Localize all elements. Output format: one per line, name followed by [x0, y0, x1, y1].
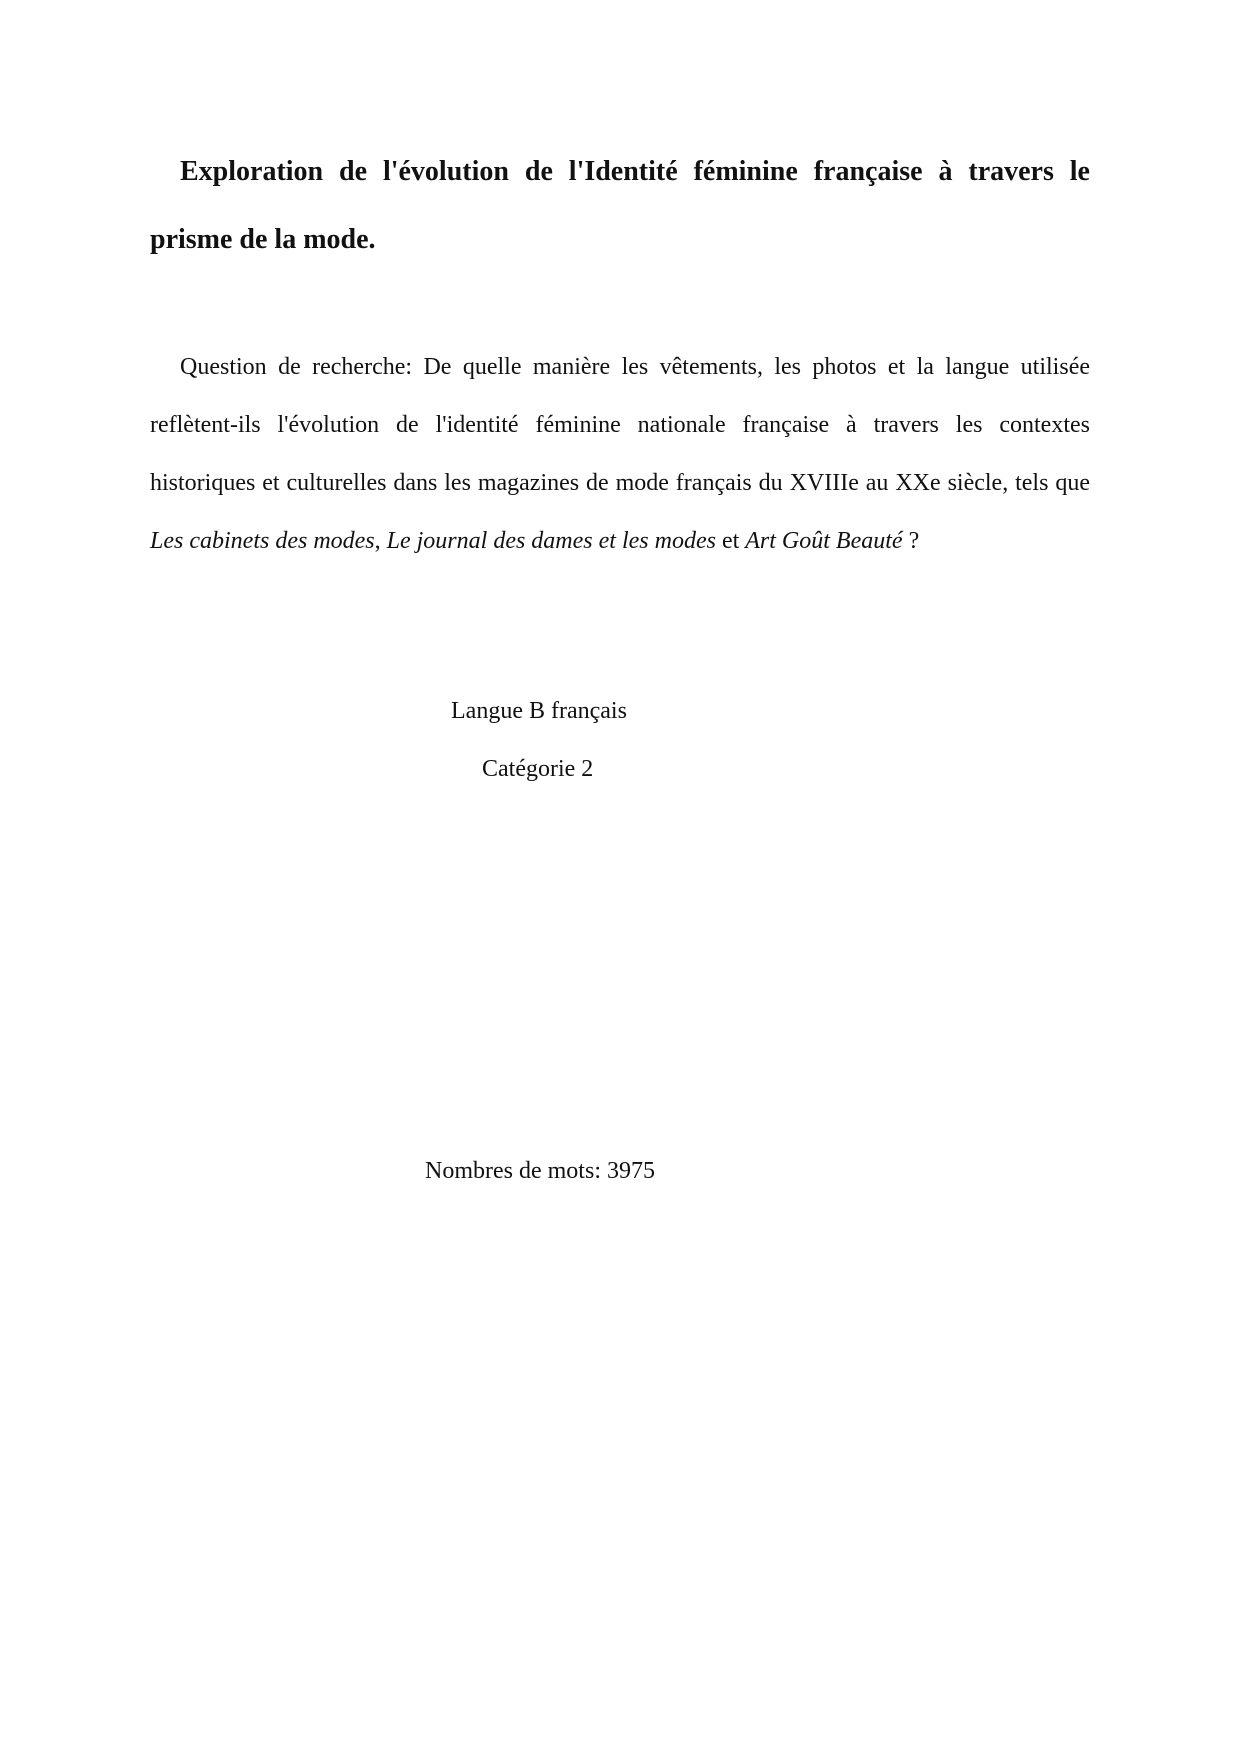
separator: et	[715, 528, 746, 554]
research-question	[150, 338, 1090, 570]
document-title: Exploration de l'évolution de l'Identité féminine française à travers le prisme de la mode.	[150, 156, 1090, 255]
word-count-line: Nombres de mots: 3975	[425, 1158, 655, 1184]
language-line: Langue B français	[451, 698, 627, 724]
question-end: ?	[902, 528, 920, 554]
category-line: Catégorie 2	[482, 756, 594, 782]
magazine-title-cabinets: Les cabinets des modes	[150, 528, 375, 554]
research-question-text: Question de recherche: De quelle manière les vêtements, les photos et la langue utilisée reflètent-ils l'évolution de l'identité féminine nationale française à travers les contextes historiques et culturelles dans les magazines de mode français du XVIIIe au XXe siècle, tels que	[150, 354, 1090, 496]
separator: ,	[374, 528, 387, 554]
magazine-title-journal: Le journal des dames et les modes	[386, 528, 716, 554]
magazine-title-art-gout-beaute: Art Goût Beauté	[745, 528, 903, 554]
